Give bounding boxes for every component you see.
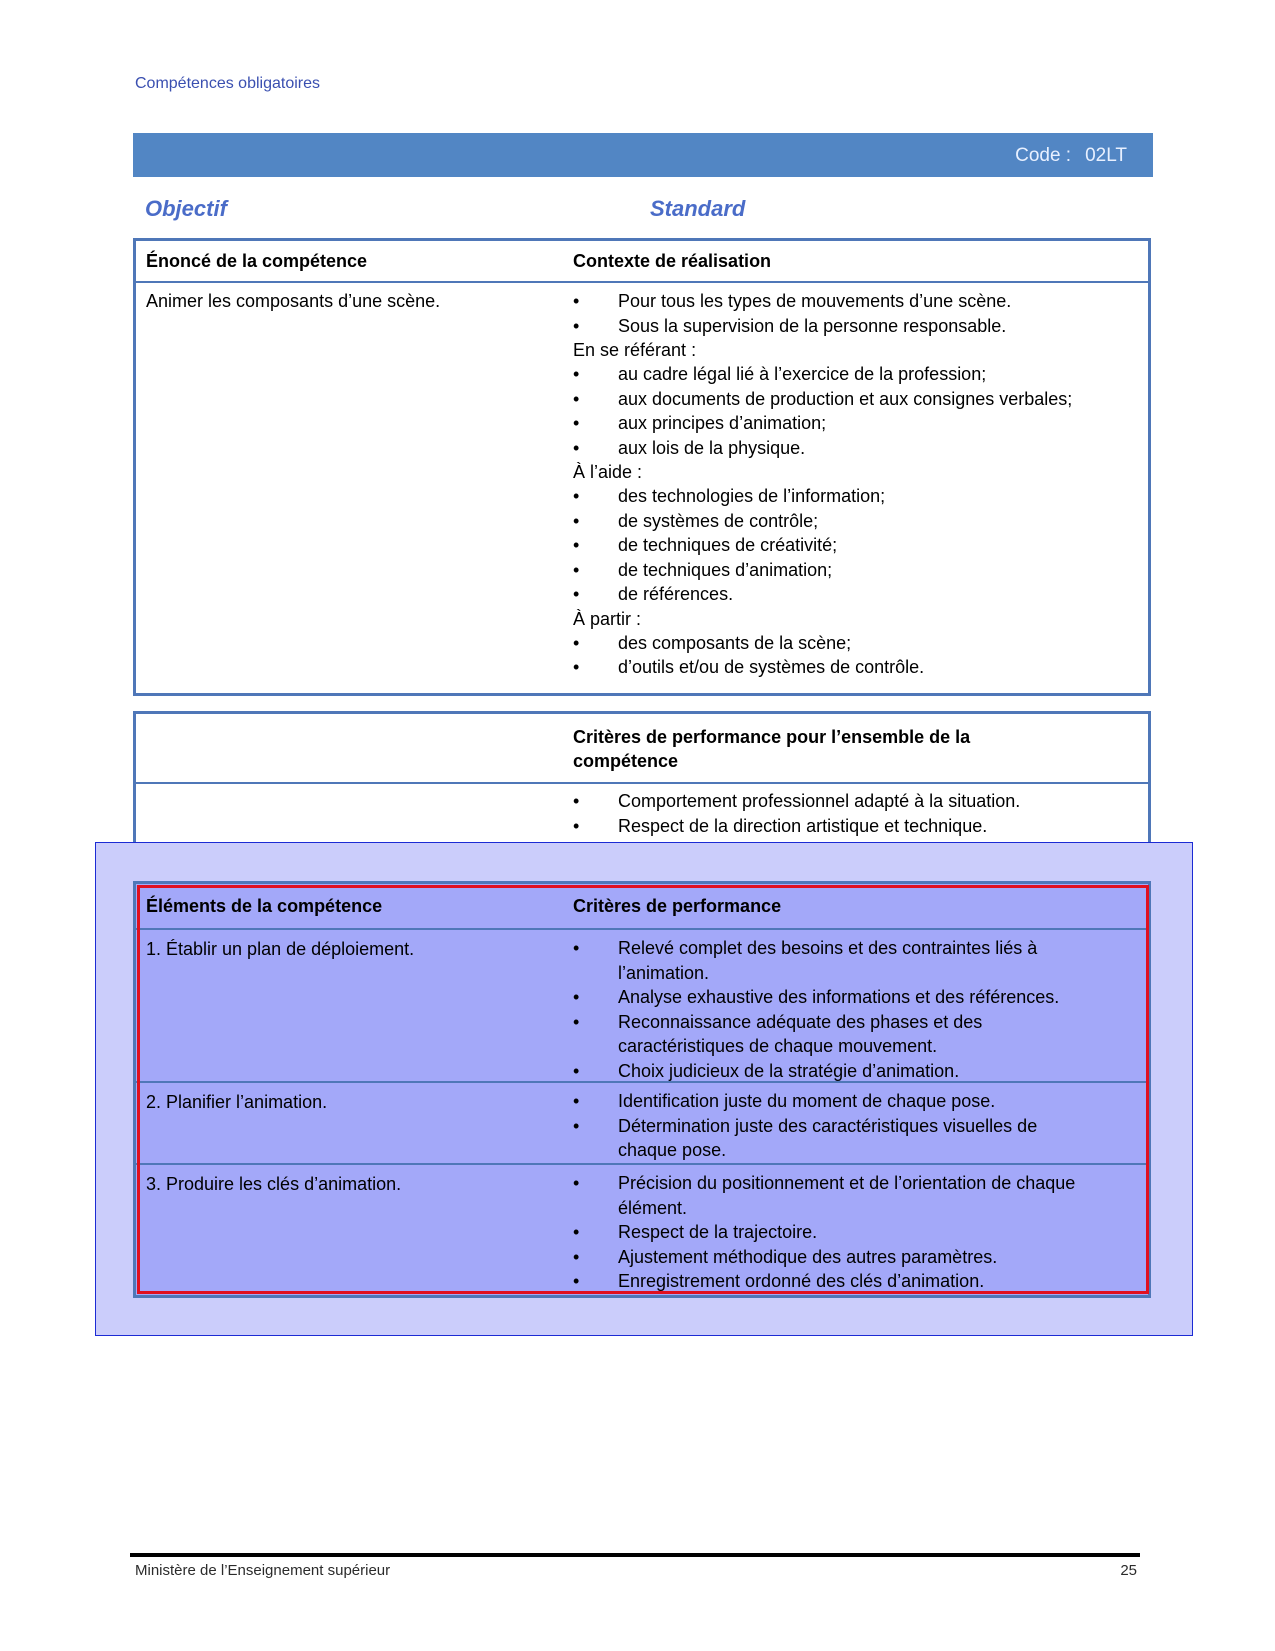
list-item: • au cadre légal lié à l’exercice de la profession; [573,362,1138,387]
competence-table [133,238,1151,696]
overall-criteria-heading: Critères de performance pour l’ensemble de la compétence [573,727,971,771]
overall-criteria-header [136,714,1148,782]
list-item: • de techniques de créativité; [573,533,1138,558]
aid-heading: À l’aide : [573,462,643,482]
context-heading: Contexte de réalisation [573,251,772,271]
list-item: • de systèmes de contrôle; [573,509,1138,534]
list-item: • Choix judicieux de la stratégie d’animation. [573,1059,1098,1084]
competence-table-header [136,241,1148,281]
element-label: 2. Planifier l’animation. [146,1092,328,1112]
list-item: • Précision du positionnement et de l’orientation de chaque élément. [573,1171,1098,1220]
list-item: • de références. [573,582,1138,607]
list-item: • Respect de la direction artistique et technique. [573,814,1138,839]
list-item: • Relevé complet des besoins et des contraintes liés à l’animation. [573,936,1098,985]
list-item: • Respect de la trajectoire. [573,1220,1098,1245]
list-item: • des composants de la scène; [573,631,1138,656]
list-item: • Pour tous les types de mouvements d’une scène. [573,289,1138,314]
list-item: • de techniques d’animation; [573,558,1138,583]
page-number: 25 [1120,1562,1137,1579]
list-item: • des technologies de l’information; [573,484,1138,509]
code-value: 02LT [1085,145,1127,166]
program-code [1015,145,1127,167]
aid-list [573,484,1138,607]
section-title: Compétences obligatoires [135,75,320,92]
standard-label: Standard [650,196,746,221]
element-label: 3. Produire les clés d’animation. [146,1174,402,1194]
footer-divider [130,1553,1140,1557]
list-item: • Identification juste du moment de chaque pose. [573,1089,1098,1114]
context-column [573,289,1138,680]
objectif-label: Objectif [145,196,227,221]
from-heading: À partir : [573,608,642,629]
context-list [573,289,1138,338]
ministry-name: Ministère de l’Enseignement supérieur [135,1562,391,1579]
selection-frame [137,885,1149,1294]
competence-heading: Énoncé de la compétence [146,251,368,271]
list-item: • aux lois de la physique. [573,436,1138,461]
list-item: • Sous la supervision de la personne responsable. [573,314,1138,339]
list-item: • Reconnaissance adéquate des phases et des caractéristiques de chaque mouvement. [573,1010,1098,1059]
list-item: • aux principes d’animation; [573,411,1138,436]
list-item: • Comportement professionnel adapté à la situation. [573,789,1138,814]
objective-row [145,196,1145,224]
competence-table-body [136,281,1148,680]
elements-heading: Éléments de la compétence [146,896,383,916]
criteria-heading: Critères de performance [573,896,782,916]
list-item: • Ajustement méthodique des autres paramètres. [573,1245,1098,1270]
reference-list [573,362,1138,460]
list-item: • d’outils et/ou de systèmes de contrôle. [573,655,1138,680]
list-item: • Détermination juste des caractéristiques visuelles de chaque pose. [573,1114,1098,1163]
list-item: • Enregistrement ordonné des clés d’animation. [573,1269,1098,1294]
reference-heading: En se référant : [573,340,697,360]
element-label: 1. Établir un plan de déploiement. [146,939,415,959]
page-footer [135,1562,1137,1579]
list-item: • Analyse exhaustive des informations et des références. [573,985,1098,1010]
from-list [573,631,1138,680]
code-band [133,133,1153,177]
competence-statement: Animer les composants d’une scène. [146,291,441,311]
list-item: • aux documents de production et aux consignes verbales; [573,387,1138,412]
code-label: Code : [1015,145,1072,166]
